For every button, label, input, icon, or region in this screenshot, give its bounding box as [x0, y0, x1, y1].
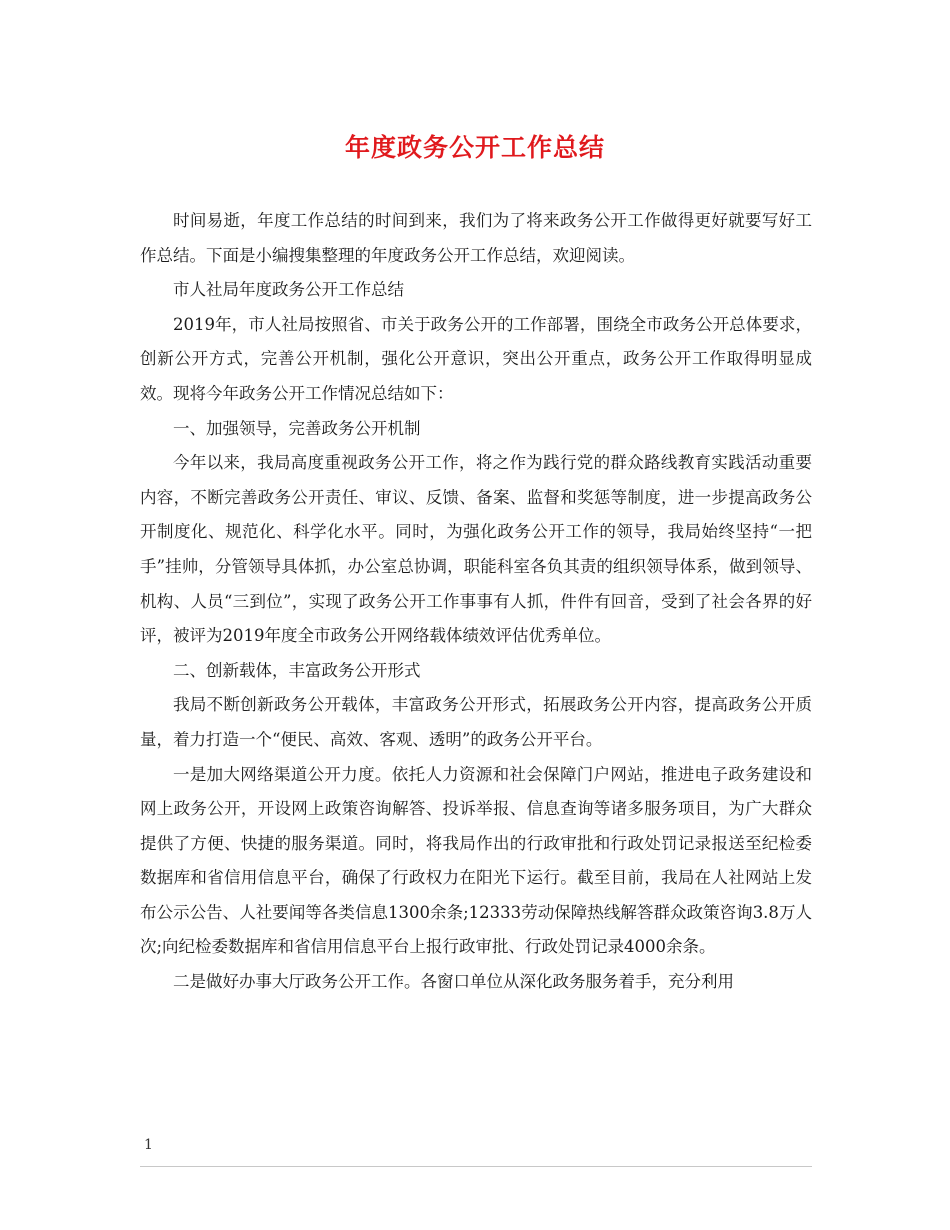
paragraph-intro: 时间易逝，年度工作总结的时间到来，我们为了将来政务公开工作做得更好就要写好工作总结。下面是小编搜集整理的年度政务公开工作总结，欢迎阅读。	[140, 211, 812, 265]
document-title: 年度政务公开工作总结	[344, 133, 605, 162]
section-heading-2: 二、创新载体，丰富政务公开形式	[173, 660, 421, 680]
paragraph-section-2: 我局不断创新政务公开载体，丰富政务公开形式，拓展政务公开内容，提高政务公开质量，着力打造一个“便民、高效、客观、透明”的政务公开平台。	[140, 695, 812, 749]
paragraph-subtitle: 市人社局年度政务公开工作总结	[173, 280, 404, 300]
document-body	[140, 204, 812, 1000]
page-number: 1	[144, 1137, 153, 1153]
paragraph-overview: 2019年，市人社局按照省、市关于政务公开的工作部署，围绕全市政务公开总体要求，创新公开方式，完善公开机制，强化公开意识，突出公开重点，政务公开工作取得明显成效。现将今年政务公开工作情况总结如下：	[140, 314, 812, 403]
paragraph-section-1: 今年以来，我局高度重视政务公开工作，将之作为践行党的群众路线教育实践活动重要内容，不断完善政务公开责任、审议、反馈、备案、监督和奖惩等制度，进一步提高政务公开制度化、规范化、科学化水平。同时，为强化政务公开工作的领导，我局始终坚持“一把手”挂帅，分管领导具体抓，办公室总协调，职能科室各负其责的组织领导体系，做到领导、机构、人员“三到位”，实现了政务公开工作事事有人抓，件件有回音，受到了社会各界的好评，被评为2019年度全市政务公开网络载体绩效评估优秀单位。	[140, 453, 812, 646]
paragraph-service-hall: 二是做好办事大厅政务公开工作。各窗口单位从深化政务服务着手，充分利用	[173, 972, 734, 992]
paragraph-network-channel: 一是加大网络渠道公开力度。依托人力资源和社会保障门户网站，推进电子政务建设和网上政务公开，开设网上政策咨询解答、投诉举报、信息查询等诸多服务项目，为广大群众提供了方便、快捷的服务渠道。同时，将我局作出的行政审批和行政处罚记录报送至纪检委数据库和省信用信息平台，确保了行政权力在阳光下运行。截至目前，我局在人社网站上发布公示公告、人社要闻等各类信息1300余条;12333劳动保障热线解答群众政策咨询3.8万人次;向纪检委数据库和省信用信息平台上报行政审批、行政处罚记录4000余条。	[140, 764, 812, 957]
section-heading-1: 一、加强领导，完善政务公开机制	[173, 418, 421, 438]
footer-divider	[140, 1166, 812, 1167]
